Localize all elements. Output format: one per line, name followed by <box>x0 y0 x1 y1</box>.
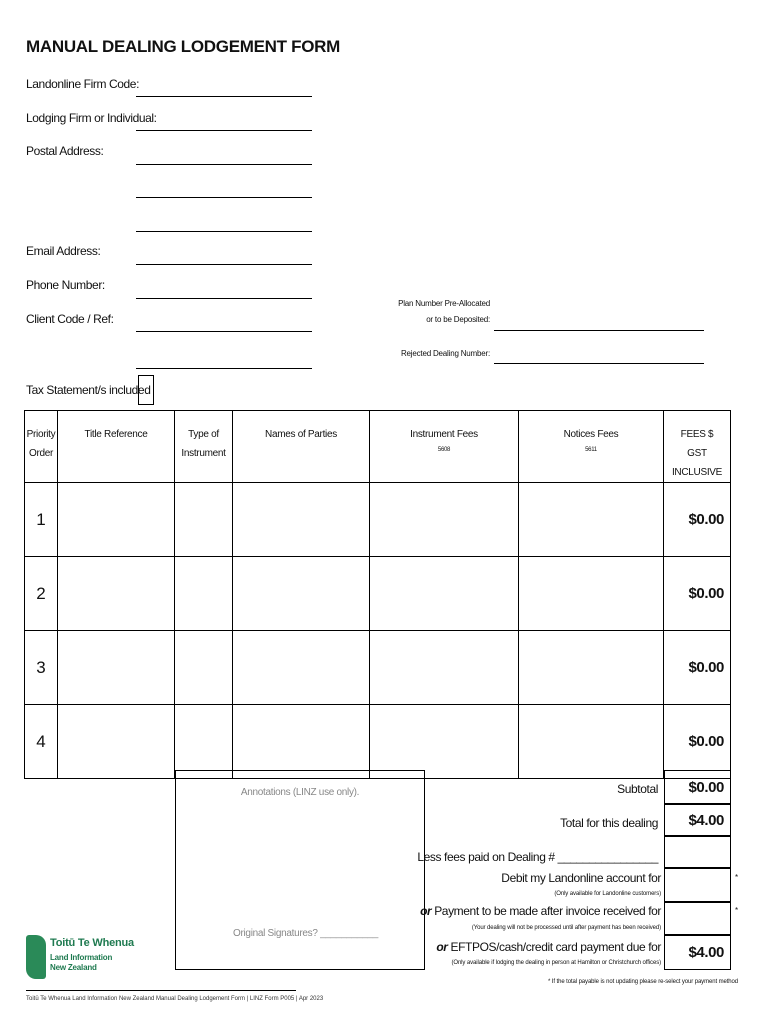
eftpos-label <box>380 940 661 954</box>
row-fee: $0.00 <box>664 557 731 631</box>
postal-address-input-2[interactable] <box>136 197 312 198</box>
header-notices-fees <box>519 411 664 483</box>
header-title-ref <box>58 411 175 483</box>
row-fee: $0.00 <box>664 705 731 779</box>
header-priority <box>25 411 58 483</box>
names-cell[interactable] <box>233 557 370 631</box>
header-instrument-fees-text: Instrument Fees <box>410 429 478 440</box>
header-type <box>175 411 233 483</box>
title-ref-cell[interactable] <box>58 557 175 631</box>
email-input[interactable] <box>136 264 312 265</box>
header-names <box>233 411 370 483</box>
logo-subtitle <box>50 953 112 973</box>
rejected-dealing-label: Rejected Dealing Number: <box>400 349 490 358</box>
eftpos-note: (Only available if lodging the dealing in person at Hamilton or Christchurch offices) <box>451 960 661 966</box>
type-cell[interactable] <box>175 631 233 705</box>
title-ref-cell[interactable] <box>58 483 175 557</box>
notices-fees-cell[interactable] <box>519 631 664 705</box>
client-code-label: Client Code / Ref: <box>26 312 114 326</box>
header-notices-fees-text: Notices Fees <box>563 429 619 440</box>
notices-fees-cell[interactable] <box>519 483 664 557</box>
instrument-fees-cell[interactable] <box>370 483 519 557</box>
header-type-line2: Instrument <box>181 448 226 459</box>
tax-statement-checkbox[interactable] <box>138 375 154 405</box>
row-order: 4 <box>25 705 58 779</box>
header-names-text: Names of Parties <box>265 429 337 440</box>
row-order: 3 <box>25 631 58 705</box>
table-row <box>25 483 731 557</box>
table-row <box>25 631 731 705</box>
type-cell[interactable] <box>175 705 233 779</box>
lodging-firm-label: Lodging Firm or Individual: <box>26 111 157 125</box>
instrument-fees-cell[interactable] <box>370 631 519 705</box>
row-order: 1 <box>25 483 58 557</box>
postal-address-label: Postal Address: <box>26 144 104 158</box>
invoice-payment-label <box>380 904 661 918</box>
phone-label: Phone Number: <box>26 278 105 292</box>
firm-code-label: Landonline Firm Code: <box>26 77 140 91</box>
type-cell[interactable] <box>175 557 233 631</box>
notices-fees-cell[interactable] <box>519 705 664 779</box>
debit-account-note: (Only available for Landonline customers) <box>554 891 661 897</box>
subtotal-label: Subtotal <box>617 782 658 796</box>
lodging-firm-input[interactable] <box>136 130 312 131</box>
logo-title: Toitū Te Whenua <box>50 937 134 949</box>
names-cell[interactable] <box>233 631 370 705</box>
eftpos-text: EFTPOS/cash/credit card payment due for <box>450 940 661 954</box>
less-fees-label: Less fees paid on Dealing # ________________ <box>417 850 658 864</box>
names-cell[interactable] <box>233 705 370 779</box>
subtotal-value: $0.00 <box>664 770 731 804</box>
original-signatures-label: Original Signatures? ___________ <box>233 928 378 939</box>
logo-line-2: Land Information <box>50 953 113 962</box>
plan-number-label-2: or to be Deposited: <box>426 315 490 324</box>
debit-account-input[interactable] <box>664 868 731 902</box>
header-type-line1: Type of <box>188 429 219 440</box>
table-row <box>25 557 731 631</box>
footer-text: Toitū Te Whenua Land Information New Zealand Manual Dealing Lodgement Form | LINZ Form P005 | Apr 2023 <box>26 996 324 1002</box>
payment-footnote: * If the total payable is not updating please re-select your payment method <box>548 979 738 985</box>
rejected-dealing-input[interactable] <box>494 363 704 364</box>
linz-logo-icon <box>26 935 46 979</box>
row-order: 2 <box>25 557 58 631</box>
debit-asterisk: * <box>735 873 739 882</box>
email-label: Email Address: <box>26 244 101 258</box>
invoice-payment-text: Payment to be made after invoice received for <box>434 904 661 918</box>
logo-line-3: New Zealand <box>50 963 97 972</box>
client-code-input[interactable] <box>136 331 312 332</box>
total-label: Total for this dealing <box>560 816 658 830</box>
header-title-ref-text: Title Reference <box>84 429 148 440</box>
type-cell[interactable] <box>175 483 233 557</box>
invoice-payment-input[interactable] <box>664 902 731 935</box>
instrument-fees-cell[interactable] <box>370 557 519 631</box>
fees-table <box>24 410 731 779</box>
footer-divider <box>26 990 296 991</box>
title-ref-cell[interactable] <box>58 705 175 779</box>
form-title: MANUAL DEALING LODGEMENT FORM <box>26 37 340 56</box>
tax-statement-label: Tax Statement/s included <box>26 383 151 397</box>
header-instrument-fees <box>370 411 519 483</box>
annotations-label: Annotations (LINZ use only). <box>240 787 360 798</box>
invoice-asterisk: * <box>735 906 739 915</box>
header-fees-line2: GST INCLUSIVE <box>671 448 723 478</box>
total-value: $4.00 <box>664 804 731 836</box>
header-priority-line2: Order <box>28 448 54 459</box>
invoice-payment-note: (Your dealing will not be processed until after payment has been received) <box>471 925 661 931</box>
plan-number-label-1: Plan Number Pre-Allocated <box>398 299 490 308</box>
table-header-row <box>25 411 731 483</box>
row-fee: $0.00 <box>664 483 731 557</box>
debit-account-label: Debit my Landonline account for <box>501 871 661 885</box>
names-cell[interactable] <box>233 483 370 557</box>
header-fees-gst <box>664 411 731 483</box>
or-text-1: or <box>420 904 432 918</box>
firm-code-input[interactable] <box>136 96 312 97</box>
eftpos-value: $4.00 <box>664 935 731 970</box>
or-text-2: or <box>436 940 448 954</box>
header-fees-line1: FEES $ <box>680 429 714 440</box>
instrument-fees-cell[interactable] <box>370 705 519 779</box>
notices-fee-code: 5611 <box>585 447 597 453</box>
header-priority-line1: Priority <box>26 429 56 440</box>
title-ref-cell[interactable] <box>58 631 175 705</box>
table-row <box>25 705 731 779</box>
notices-fees-cell[interactable] <box>519 557 664 631</box>
instrument-fee-code: 5608 <box>437 447 451 453</box>
less-fees-input[interactable] <box>664 836 731 868</box>
row-fee: $0.00 <box>664 631 731 705</box>
plan-number-input[interactable] <box>494 330 704 331</box>
postal-address-input-1[interactable] <box>136 164 312 165</box>
client-code-input-2[interactable] <box>136 368 312 369</box>
postal-address-input-3[interactable] <box>136 231 312 232</box>
phone-input[interactable] <box>136 298 312 299</box>
